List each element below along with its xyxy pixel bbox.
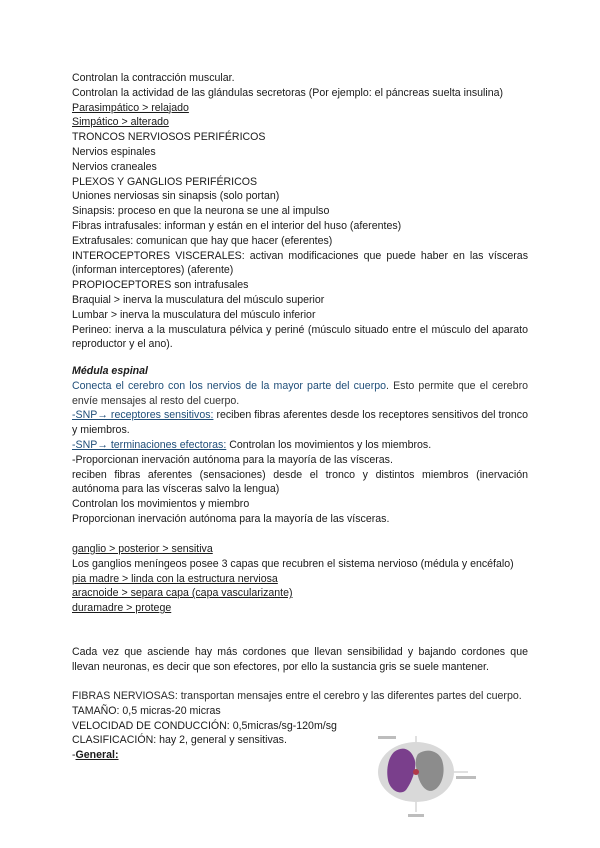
tiny-label-blur bbox=[408, 814, 424, 817]
snp-efectoras bbox=[72, 438, 528, 453]
general-label: General: bbox=[75, 749, 119, 762]
perineo-paragraph: Perineo: inerva a la musculatura pélvica y periné (músculo situado entre el músculo del aparato reproductor y el ano). bbox=[72, 323, 528, 351]
block1-line: Sinapsis: proceso en que la neurona se une al impulso bbox=[72, 205, 330, 218]
general-dash: - bbox=[72, 749, 76, 762]
medula-line: Proporcionan inervación autónoma para la mayoría de las vísceras. bbox=[72, 512, 390, 525]
block1-line: Nervios craneales bbox=[72, 160, 157, 173]
ganglio-line: ganglio > posterior > sensitiva bbox=[72, 543, 213, 555]
block1-line: Parasimpático > relajado bbox=[72, 101, 189, 114]
duramadre: duramadre > protege bbox=[72, 602, 172, 615]
tiny-label-blur bbox=[456, 776, 476, 779]
medula-heading: Médula espinal bbox=[72, 365, 148, 377]
block1-line: PLEXOS Y GANGLIOS PERIFÉRICOS bbox=[72, 175, 258, 188]
block1-line: Controlan la contracción muscular. bbox=[72, 72, 235, 84]
medula-line: Controlan los movimientos y miembro bbox=[72, 498, 250, 511]
fibras-paragraph: FIBRAS NERVIOSAS: transportan mensajes entre el cerebro y las diferentes partes del cuerpo. bbox=[72, 690, 522, 702]
block1-line: TRONCOS NERVIOSOS PERIFÉRICOS bbox=[72, 131, 266, 144]
block1-line: Extrafusales: comunican que hay que hacer (eferentes) bbox=[72, 234, 333, 247]
fibras-velocidad: VELOCIDAD DE CONDUCCIÓN: 0,5micras/sg-120m/sg bbox=[72, 719, 337, 732]
block1-line: Controlan la actividad de las glándulas secretoras (Por ejemplo: el páncreas suelta insulina) bbox=[72, 86, 504, 99]
ganglio-section bbox=[72, 542, 528, 616]
medula-intro-highlight: Conecta el cerebro con los nervios de la mayor parte del cuerpo bbox=[72, 379, 387, 392]
medula-line: -Proporcionan inervación autónoma para la mayoría de las vísceras. bbox=[72, 453, 393, 466]
central-canal-shape bbox=[413, 769, 419, 775]
block1-line: Uniones nerviosas sin sinapsis (solo portan) bbox=[72, 190, 280, 203]
aracnoide: aracnoide > separa capa (capa vascularizante) bbox=[72, 587, 293, 600]
snp-receptores-text: reciben fibras aferentes desde los receptores sensitivos del tronco y miembros. bbox=[72, 409, 528, 437]
block1-line: Nervios espinales bbox=[72, 145, 156, 158]
snp-efectoras-text: Controlan los movimientos y los miembros. bbox=[226, 438, 432, 451]
cordones-paragraph: Cada vez que asciende hay más cordones que llevan sensibilidad y bajando cordones que llevan neuronas, es decir que son efectores, por ello la sustancia gris se suele mantener. bbox=[72, 646, 528, 673]
fibras-clasificacion: CLASIFICACIÓN: hay 2, general y sensitivas. bbox=[72, 734, 287, 747]
document-page bbox=[72, 71, 528, 352]
snp-receptores bbox=[72, 408, 528, 438]
snp-efectoras-label: -SNP→ terminaciones efectoras: bbox=[72, 438, 227, 451]
block1-line: Simpático > alterado bbox=[72, 116, 169, 129]
block2-line: PROPIOCEPTORES son intrafusales bbox=[72, 279, 249, 292]
snp-receptores-label: -SNP→ receptores sensitivos: bbox=[72, 409, 214, 422]
tiny-label-blur bbox=[378, 736, 396, 739]
block2-line: Braquial > inerva la musculatura del músculo superior bbox=[72, 293, 325, 306]
fibras-tamano: TAMAÑO: 0,5 micras-20 micras bbox=[72, 704, 221, 717]
spinal-cord-cross-section-figure bbox=[372, 732, 482, 818]
interoceptores-paragraph: INTEROCEPTORES VISCERALES: activan modificaciones que puede haber en las vísceras (informan interceptores) (aferente) bbox=[72, 249, 528, 277]
cordones-section bbox=[72, 645, 528, 675]
ganglio-meningeos: Los ganglios meníngeos posee 3 capas que recubren el sistema nervioso (médula y encéfalo) bbox=[72, 557, 514, 570]
medula-intro bbox=[72, 379, 528, 409]
block-propioceptores bbox=[72, 278, 528, 322]
block1-line: Fibras intrafusales: informan y están en el interior del huso (aferentes) bbox=[72, 219, 402, 232]
medula-reciben: reciben fibras aferentes (sensaciones) desde el tronco y distintos miembros (inervación autónoma para las vísceras salvo la lengua) bbox=[72, 468, 528, 496]
block-autonomic bbox=[72, 71, 528, 249]
pia-madre: pia madre > linda con la estructura nerviosa bbox=[72, 572, 278, 585]
medula-intro-rest: . Esto permite que el cerebro envíe mensajes al resto del cuerpo. bbox=[72, 379, 528, 407]
block2-line: Lumbar > inerva la musculatura del músculo inferior bbox=[72, 308, 316, 321]
medula-section bbox=[72, 364, 528, 527]
